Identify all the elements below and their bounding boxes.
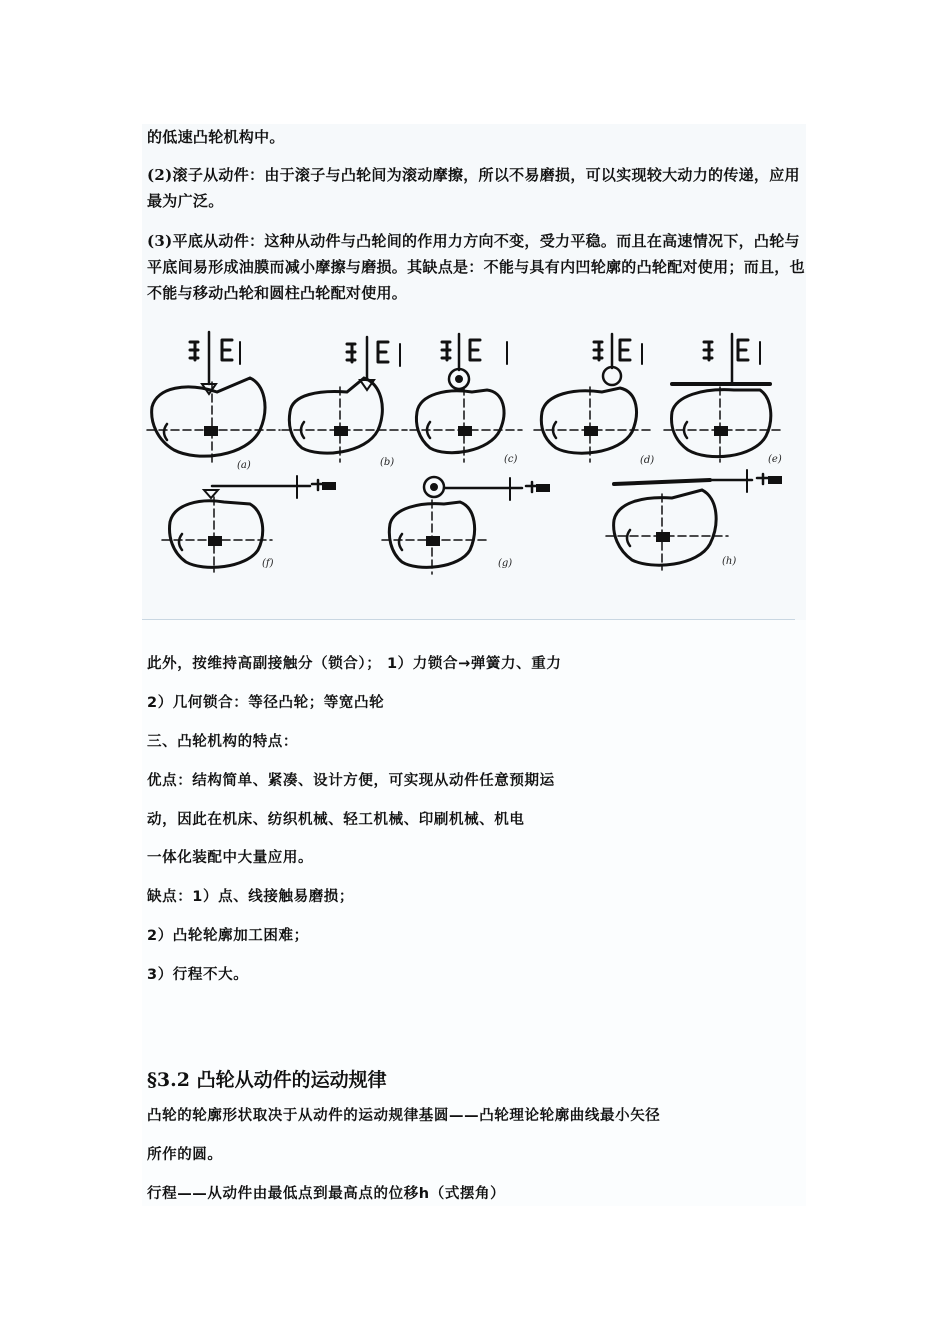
cam-e <box>664 334 782 462</box>
paragraph-line: 三、凸轮机构的特点： <box>147 734 298 750</box>
cam-diagram <box>142 312 797 618</box>
cam-g <box>382 477 544 574</box>
paragraph-line: 缺点：1）点、线接触易磨损； <box>147 889 354 905</box>
paragraph-line: 优点：结构简单、紧凑、设计方便，可实现从动件任意预期运 <box>147 773 555 789</box>
paragraph-line: 平底间易形成油膜而减小摩擦与磨损。其缺点是：不能与具有内凹轮廓的凸轮配对使用；而且，也 <box>147 258 805 276</box>
paragraph-line: 动，因此在机床、纺织机械、轻工机械、印刷机械、机电 <box>147 812 525 828</box>
paragraph-line: 最为广泛。 <box>147 192 224 210</box>
paragraph-line: 一体化装配中大量应用。 <box>147 850 314 866</box>
cam-h <box>606 470 775 570</box>
cam-follower-figure <box>142 312 797 618</box>
paragraph-line: (2)滚子从动件：由于滚子与凸轮间为滚动摩擦，所以不易磨损，可以实现较大动力的传递，应用 <box>147 166 800 184</box>
paragraph-line: 凸轮的轮廓形状取决于从动件的运动规律基圆——凸轮理论轮廓曲线最小矢径 <box>147 1108 661 1124</box>
cam-b <box>282 337 407 462</box>
paragraph-line: 2）几何锁合：等径凸轮；等宽凸轮 <box>147 695 385 711</box>
paragraph-line: 不能与移动凸轮和圆柱凸轮配对使用。 <box>147 284 408 302</box>
figure-label-g: (g) <box>498 558 513 569</box>
cam-a <box>147 332 280 462</box>
cam-c <box>410 334 522 462</box>
section-heading: §3.2 凸轮从动件的运动规律 <box>147 1069 387 1091</box>
paragraph-line: 2）凸轮轮廓加工困难； <box>147 928 309 944</box>
figure-label-e: (e) <box>768 454 782 465</box>
figure-label-d: (d) <box>640 455 655 466</box>
figure-label-h: (h) <box>722 556 737 567</box>
paragraph-line: 的低速凸轮机构中。 <box>147 128 285 146</box>
paragraph-line: 所作的圆。 <box>147 1147 223 1163</box>
figure-label-f: (f) <box>262 558 274 569</box>
cam-d <box>534 334 652 462</box>
figure-label-a: (a) <box>237 460 251 471</box>
figure-label-b: (b) <box>380 457 395 468</box>
cam-f <box>162 476 330 572</box>
paragraph-line: 此外，按维持高副接触分（锁合）； 1）力锁合→弹簧力、重力 <box>147 656 562 672</box>
section-divider <box>142 619 795 620</box>
paragraph-line: 3）行程不大。 <box>147 967 249 983</box>
figure-label-c: (c) <box>504 454 518 465</box>
paragraph-line: (3)平底从动件：这种从动件与凸轮间的作用力方向不变，受力平稳。而且在高速情况下，凸轮与 <box>147 232 800 250</box>
paragraph-line: 行程——从动件由最低点到最高点的位移h（式摆角） <box>147 1186 506 1202</box>
